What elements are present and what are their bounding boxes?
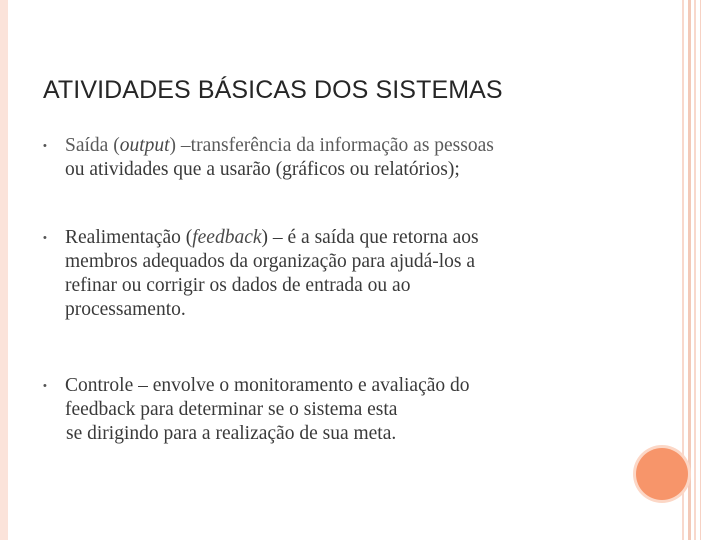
slide-title: ATIVIDADES BÁSICAS DOS SISTEMAS (43, 76, 503, 104)
bullet-dot: • (43, 140, 47, 152)
bullet-line: processamento. (65, 299, 186, 320)
bullet-line: Controle – envolve o monitoramento e avaliação do (65, 375, 470, 396)
bullet-item-controle (43, 374, 603, 446)
bullet-dot: • (43, 232, 47, 244)
bullet-line: se dirigindo para a realização de sua meta. (66, 423, 397, 444)
bullet-item-feedback (43, 226, 603, 322)
bullet-line: membros adequados da organização para ajudá-los a (65, 251, 476, 272)
bullet-line: feedback para determinar se o sistema esta (65, 399, 398, 420)
bullet-line: Saída (output) –transferência da informação as pessoas (65, 135, 494, 156)
bullet-dot: • (43, 380, 47, 392)
bullet-item-output (43, 134, 603, 182)
bullet-line: ou atividades que a usarão (gráficos ou relatórios); (65, 159, 460, 180)
bullet-line: Realimentação (feedback) – é a saída que retorna aos (65, 227, 479, 248)
bullet-line: refinar ou corrigir os dados de entrada ou ao (65, 275, 411, 296)
